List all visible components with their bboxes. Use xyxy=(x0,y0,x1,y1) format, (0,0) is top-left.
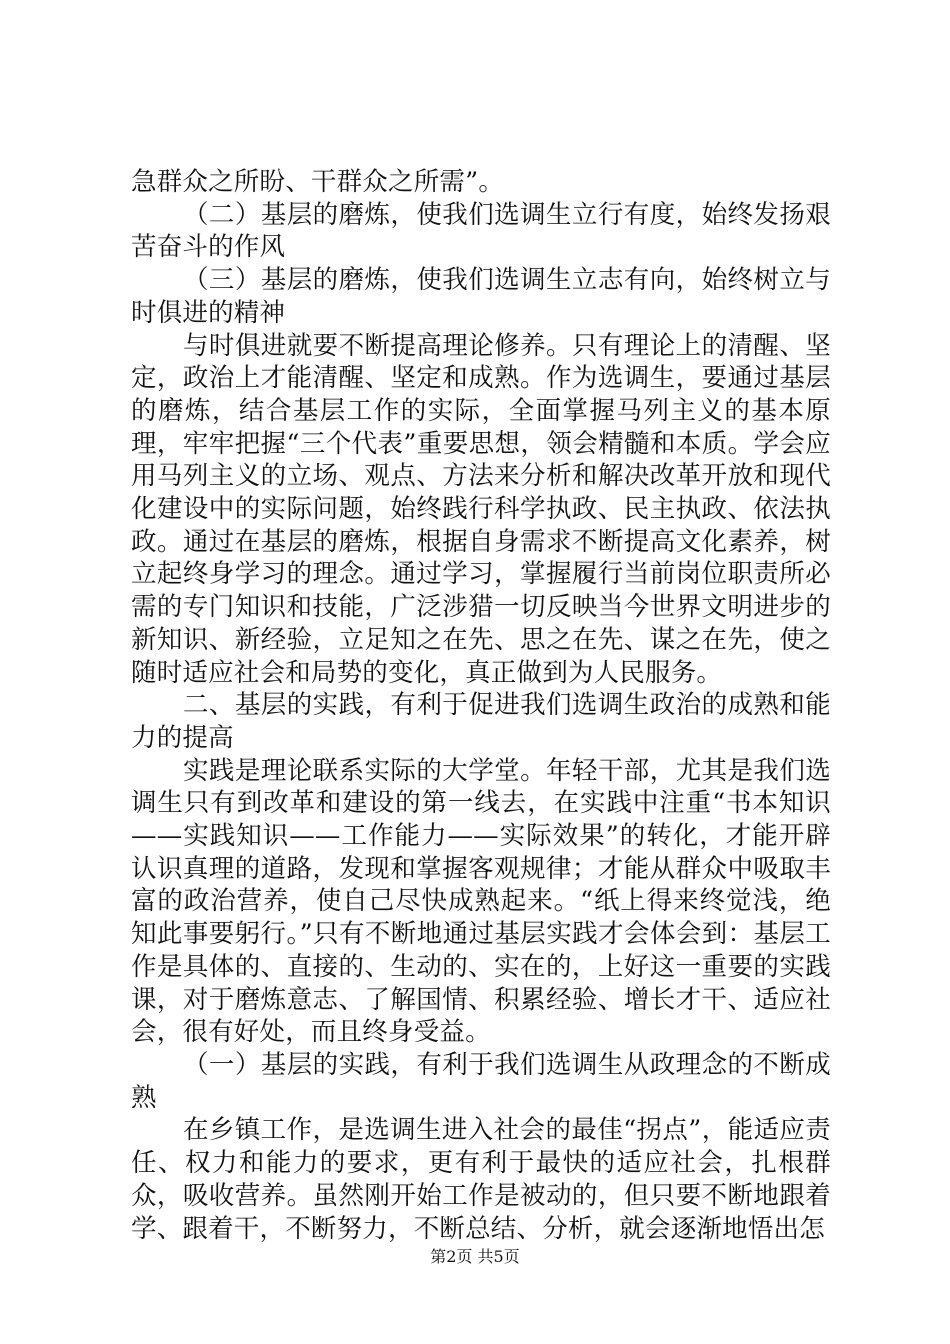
paragraph-8: 在乡镇工作，是选调生进入社会的最佳“拐点”，能适应责任、权力和能力的要求，更有利于最快的适应社会，扎根群众，吸收营养。虽然刚开始工作是被动的，但只要不断地跟着学、跟着干，不断努力，不断总结、分析，就会逐渐地悟出怎 xyxy=(131,1115,831,1244)
paragraph-3: （三）基层的磨炼，使我们选调生立志有向，始终树立与时俱进的精神 xyxy=(131,265,831,328)
paragraph-2: （二）基层的磨炼，使我们选调生立行有度，始终发扬艰苦奋斗的作风 xyxy=(131,199,831,263)
page-number: 第2页 共5页 xyxy=(430,1247,520,1266)
paragraph-4: 与时俱进就要不断提高理论修养。只有理论上的清醒、坚定，政治上才能清醒、坚定和成熟。作为选调生，要通过基层的磨炼，结合基层工作的实际，全面掌握马列主义的基本原理，牢牢把握“三个代表”重要思想，领会精髓和本质。学会应用马列主义的立场、观点、方法来分析和解决改革开放和现代化建设中的实际问题，始终践行科学执政、民主执政、依法执政。通过在基层的磨炼，根据自身需求不断提高文化素养，树立起终身学习的理念。通过学习，掌握履行当前岗位职责所必需的专门知识和技能，广泛涉猎一切反映当今世界文明进步的新知识、新经验，立足知之在先、思之在先、谋之在先，使之随时适应社会和局势的变化，真正做到为人民服务。 xyxy=(131,330,831,688)
document-body xyxy=(131,166,831,1245)
paragraph-5: 二、基层的实践，有利于促进我们选调生政治的成熟和能力的提高 xyxy=(131,690,831,753)
paragraph-6: 实践是理论联系实际的大学堂。年轻干部，尤其是我们选调生只有到改革和建设的第一线去，在实践中注重“书本知识——实践知识——工作能力——实际效果”的转化，才能开辟认识真理的道路，发现和掌握客观规律；才能从群众中吸取丰富的政治营养，使自己尽快成熟起来。“纸上得来终觉浅，绝知此事要躬行。”只有不断地通过基层实践才会体会到：基层工作是具体的、直接的、生动的、实在的，上好这一重要的实践课，对于磨炼意志、了解国情、积累经验、增长才干、适应社会，很有好处，而且终身受益。 xyxy=(131,755,832,1048)
paragraph-1: 急群众之所盼、干群众之所需”。 xyxy=(131,167,505,197)
paragraph-7: （一）基层的实践，有利于我们选调生从政理念的不断成熟 xyxy=(131,1049,831,1113)
